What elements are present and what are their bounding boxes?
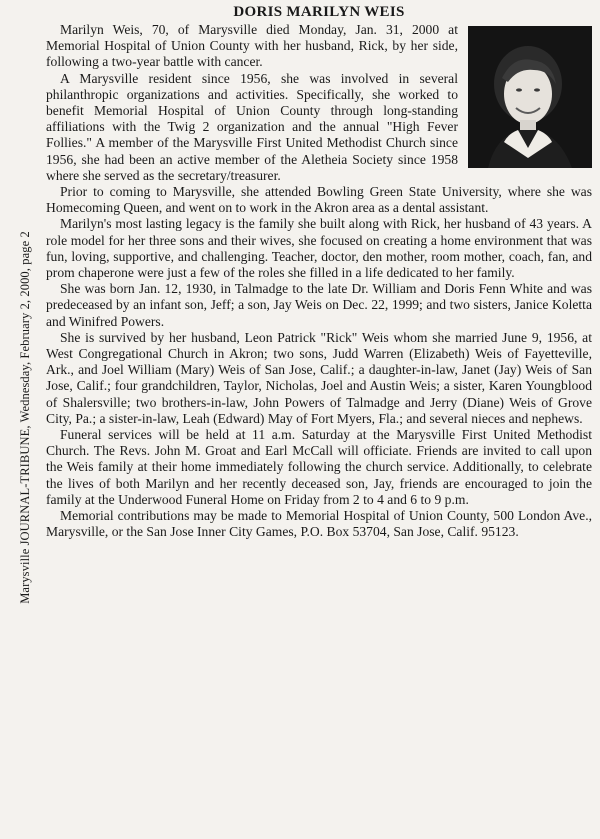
- newspaper-source-caption: Marysville JOURNAL-TRIBUNE, Wednesday, February 2, 2000, page 2: [17, 231, 32, 604]
- obituary-article: [46, 4, 592, 834]
- portrait-image: [468, 26, 592, 168]
- obituary-headline: DORIS MARILYN WEIS: [233, 4, 405, 20]
- obituary-paragraph: Prior to coming to Marysville, she attended Bowling Green State University, where she was Homecoming Queen, and went on to work in the Akron area as a dental assistant.: [46, 184, 592, 216]
- portrait-photo: [468, 26, 592, 168]
- obituary-paragraph: Marilyn's most lasting legacy is the family she built along with Rick, her husband of 43 years. A role model for her three sons and their wives, she focused on creating a home environment that was fun, loving, supportive, and challenging. Teacher, doctor, den mother, room mother, coach, fan, and prom chaperone were just a few of the roles she filled in a life dedicated to her family.: [46, 216, 592, 281]
- obituary-paragraph: Marilyn Weis, 70, of Marysville died Monday, Jan. 31, 2000 at Memorial Hospital of Union County with her husband, Rick, by her side, following a two-year battle with cancer.: [46, 22, 458, 70]
- obituary-paragraph: Funeral services will be held at 11 a.m. Saturday at the Marysville First United Methodist Church. The Revs. John M. Groat and Earl McCall will officiate. Friends are invited to call upon the Weis family at their home immediately following the church service. Additionally, to celebrate the lives of both Marilyn and her recently deceased son, Jay, friends are encouraged to join the family at the Underwood Funeral Home on Friday from 2 to 4 and 6 to 9 p.m.: [46, 427, 592, 507]
- side-caption: [10, 40, 40, 795]
- obituary-paragraph: A Marysville resident since 1956, she was involved in several philanthropic organizations and activities. Specifically, she worked to benefit Memorial Hospital of Union County through long-standing affiliations with the Twig 2 organization and the annual "High Fever Follies." A member of the Marysville First United Methodist Church since 1956, she had been an active member of the Aletheia Society since 1958 where she served as the secretary/treasurer.: [46, 70, 458, 183]
- obituary-paragraph: She was born Jan. 12, 1930, in Talmadge to the late Dr. William and Doris Fenn White and was predeceased by an infant son, Jeff; a son, Jay Weis on Dec. 22, 1999; and two sisters, Janice Koletta and Winifred Powers.: [46, 281, 592, 329]
- obituary-paragraph: She is survived by her husband, Leon Patrick "Rick" Weis whom she married June 9, 1956, at West Congregational Church in Akron; two sons, Judd Warren (Elizabeth) Weis of Fayetteville, Ark., and Joel William (Mary) Weis of San Jose, Calif.; a daughter-in-law, Janet (Jay) Weis of San Jose, Calif.; four grandchildren, Taylor, Nicholas, Joel and Austin Weis; a sister, Karen Youngblood of Shalersville; two brothers-in-law, John Powers of Talmadge and Jerry (Diane) Weis of Grove City, Pa.; a sister-in-law, Leah (Edward) May of Fort Myers, Fla.; and several nieces and nephews.: [46, 329, 592, 426]
- obituary-paragraph: Memorial contributions may be made to Memorial Hospital of Union County, 500 London Ave., Marysville, or the San Jose Inner City Games, P.O. Box 53704, San Jose, Calif. 95123.: [46, 508, 592, 540]
